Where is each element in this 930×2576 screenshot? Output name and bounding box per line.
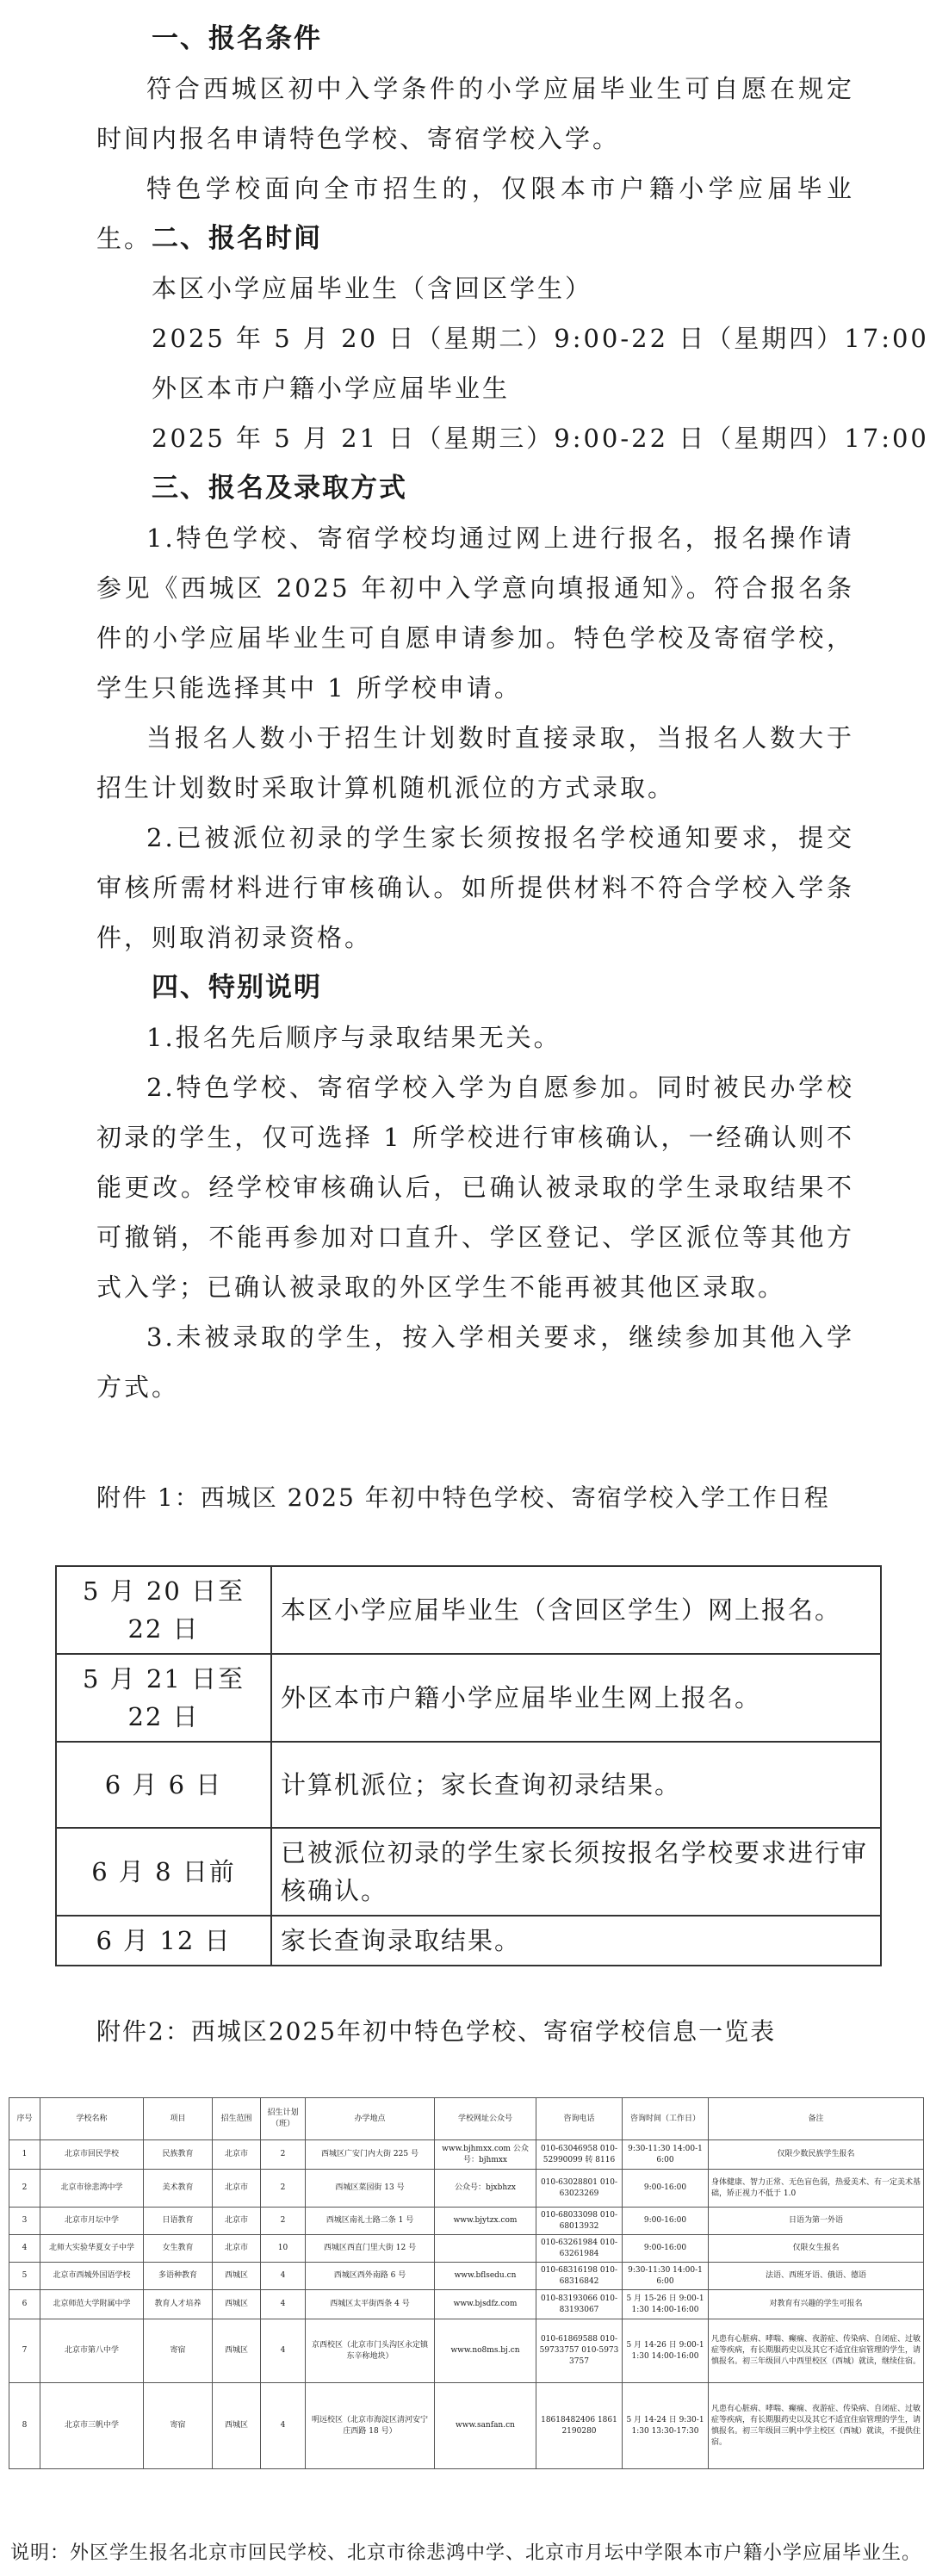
schedule-date: 6 月 6 日 bbox=[56, 1742, 271, 1828]
schedule-row bbox=[56, 1742, 881, 1828]
table-cell: 西城区 bbox=[213, 2319, 261, 2383]
table-cell: 北京市 bbox=[213, 2170, 261, 2208]
table-cell: 西城区菜园街 13 号 bbox=[306, 2170, 435, 2208]
table-cell: 西城区 bbox=[213, 2263, 261, 2290]
table-cell: 北京市西城外国语学校 bbox=[40, 2263, 144, 2290]
table-cell: 西城区太平街西条 4 号 bbox=[306, 2290, 435, 2319]
table-cell: 日语为第一外语 bbox=[709, 2208, 924, 2235]
table-cell: 女生教育 bbox=[144, 2235, 213, 2263]
table-cell: 2 bbox=[261, 2170, 306, 2208]
school-row bbox=[9, 2208, 924, 2235]
paragraph: 当报名人数小于招生计划数时直接录取，当报名人数大于招生计划数时采取计算机随机派位的方式录取。 bbox=[96, 723, 854, 802]
table-cell: 北师大实验华夏女子中学 bbox=[40, 2235, 144, 2263]
table-cell: 仅限女生报名 bbox=[709, 2235, 924, 2263]
table-cell: 法语、西班牙语、俄语、德语 bbox=[709, 2263, 924, 2290]
schedule-table bbox=[55, 1565, 882, 1966]
table-cell: 北京市三帆中学 bbox=[40, 2383, 144, 2469]
table-cell: 京西校区（北京市门头沟区永定镇东辛称地块） bbox=[306, 2319, 435, 2383]
column-header: 学校网址公众号 bbox=[435, 2098, 536, 2140]
table-cell: 西城区南礼士路二条 1 号 bbox=[306, 2208, 435, 2235]
column-header: 咨询时间（工作日） bbox=[623, 2098, 709, 2140]
heading-registration-time: 二、报名时间 bbox=[152, 223, 322, 254]
table-cell: 4 bbox=[261, 2290, 306, 2319]
schedule-content: 本区小学应届毕业生（含回区学生）网上报名。 bbox=[271, 1566, 881, 1654]
table-cell: 010-63261984 010-63261984 bbox=[536, 2235, 623, 2263]
column-header: 序号 bbox=[9, 2098, 40, 2140]
school-row bbox=[9, 2235, 924, 2263]
column-header: 招生计划（班） bbox=[261, 2098, 306, 2140]
schedule-content: 家长查询录取结果。 bbox=[271, 1916, 881, 1966]
table-cell: 5 bbox=[9, 2263, 40, 2290]
table-cell: 凡患有心脏病、哮喘、癫痫、夜游症、传染病、自闭症、过敏症等疾病，有长期服药史以及其它不适宜住宿管理的学生，请慎报名。初三年级回八中西里校区（西城）就读，继续住宿。 bbox=[709, 2319, 924, 2383]
time-line: 外区本市户籍小学应届毕业生 bbox=[152, 374, 511, 403]
table-cell: 5 月 15-26 日 9:00-11:30 14:00-16:00 bbox=[623, 2290, 709, 2319]
table-cell: 多语种教育 bbox=[144, 2263, 213, 2290]
table-cell: 北京市 bbox=[213, 2235, 261, 2263]
column-header: 办学地点 bbox=[306, 2098, 435, 2140]
table-cell: 西城区西直门里大街 12 号 bbox=[306, 2235, 435, 2263]
paragraph: 特色学校面向全市招生的，仅限本市户籍小学应届毕业生。 bbox=[96, 174, 854, 253]
table-cell: 北京市 bbox=[213, 2208, 261, 2235]
table-cell: 010-63046958 010-52990099 转 8116 bbox=[536, 2140, 623, 2170]
table-cell: www.bjytzx.com bbox=[435, 2208, 536, 2235]
table-cell: 2 bbox=[261, 2208, 306, 2235]
table-cell: 6 bbox=[9, 2290, 40, 2319]
column-header: 项目 bbox=[144, 2098, 213, 2140]
table-cell: 美术教育 bbox=[144, 2170, 213, 2208]
table-cell: 民族教育 bbox=[144, 2140, 213, 2170]
school-row bbox=[9, 2263, 924, 2290]
table-cell: 8 bbox=[9, 2383, 40, 2469]
paragraph: 2.已被派位初录的学生家长须按报名学校通知要求，提交审核所需材料进行审核确认。如所提供材料不符合学校入学条件，则取消初录资格。 bbox=[96, 823, 854, 952]
time-line: 本区小学应届毕业生（含回区学生） bbox=[152, 274, 593, 303]
table-cell: 10 bbox=[261, 2235, 306, 2263]
school-row bbox=[9, 2383, 924, 2469]
table-cell: 2 bbox=[9, 2170, 40, 2208]
table-cell: 日语教育 bbox=[144, 2208, 213, 2235]
schedule-row bbox=[56, 1828, 881, 1916]
schedule-date: 5 月 20 日至 22 日 bbox=[56, 1566, 271, 1654]
table-cell: 010-61869588 010-59733757 010-59733757 bbox=[536, 2319, 623, 2383]
column-header: 备注 bbox=[709, 2098, 924, 2140]
schedule-content: 外区本市户籍小学应届毕业生网上报名。 bbox=[271, 1654, 881, 1742]
table-cell: 北京市徐悲鸿中学 bbox=[40, 2170, 144, 2208]
table-cell: 5 月 14-24 日 9:30-11:30 13:30-17:30 bbox=[623, 2383, 709, 2469]
table-cell: 2 bbox=[261, 2140, 306, 2170]
table-cell: 北京市第八中学 bbox=[40, 2319, 144, 2383]
table-cell: 公众号：bjxbhzx bbox=[435, 2170, 536, 2208]
table-cell: www.bjhmxx.com 公众号：bjhmxx bbox=[435, 2140, 536, 2170]
table-cell: 对教育有兴趣的学生可报名 bbox=[709, 2290, 924, 2319]
table-cell: 9:00-16:00 bbox=[623, 2208, 709, 2235]
table-cell: www.bjsdfz.com bbox=[435, 2290, 536, 2319]
table-cell: 1 bbox=[9, 2140, 40, 2170]
school-info-table bbox=[9, 2097, 924, 2469]
school-row bbox=[9, 2170, 924, 2208]
table-cell: 18618482406 18612190280 bbox=[536, 2383, 623, 2469]
paragraph: 1.特色学校、寄宿学校均通过网上进行报名，报名操作请参见《西城区 2025 年初中入学意向填报通知》。符合报名条件的小学应届毕业生可自愿申请参加。特色学校及寄宿学校，学生只能选择其中 1 所学校申请。 bbox=[96, 523, 854, 703]
table-cell: 北京市回民学校 bbox=[40, 2140, 144, 2170]
table-cell: 明远校区（北京市海淀区清河安宁庄西路 18 号） bbox=[306, 2383, 435, 2469]
schedule-date: 5 月 21 日至 22 日 bbox=[56, 1654, 271, 1742]
table-cell: 7 bbox=[9, 2319, 40, 2383]
table-cell: 4 bbox=[9, 2235, 40, 2263]
table-cell: 4 bbox=[261, 2263, 306, 2290]
table-cell bbox=[435, 2235, 536, 2263]
heading-registration-conditions: 一、报名条件 bbox=[152, 23, 322, 54]
school-row bbox=[9, 2140, 924, 2170]
table-cell: 寄宿 bbox=[144, 2319, 213, 2383]
schedule-content: 计算机派位；家长查询初录结果。 bbox=[271, 1742, 881, 1828]
column-header: 招生范围 bbox=[213, 2098, 261, 2140]
table-cell: 西城区西外南路 6 号 bbox=[306, 2263, 435, 2290]
schedule-row bbox=[56, 1654, 881, 1742]
footnote: 说明：外区学生报名北京市回民学校、北京市徐悲鸿中学、北京市月坛中学限本市户籍小学应届毕业生。 bbox=[10, 2542, 922, 2564]
table-cell: 身体健康、智力正常、无色盲色弱，热爱美术、有一定美术基础，矫正视力不低于 1.0 bbox=[709, 2170, 924, 2208]
table-cell: 9:30-11:30 14:00-16:00 bbox=[623, 2140, 709, 2170]
paragraph: 2.特色学校、寄宿学校入学为自愿参加。同时被民办学校初录的学生，仅可选择 1 所学校进行审核确认，一经确认则不能更改。经学校审核确认后，已确认被录取的学生录取结果不可撤销，不能再参加对口直升、学区登记、学区派位等其他方式入学；已确认被录取的外区学生不能再被其他区录取。 bbox=[96, 1073, 854, 1302]
table-cell: 4 bbox=[261, 2319, 306, 2383]
school-row bbox=[9, 2290, 924, 2319]
table-cell: 5 月 14-26 日 9:00-11:30 14:00-16:00 bbox=[623, 2319, 709, 2383]
schedule-row bbox=[56, 1916, 881, 1966]
table-cell: 西城区 bbox=[213, 2383, 261, 2469]
table-cell: 寄宿 bbox=[144, 2383, 213, 2469]
schedule-date: 6 月 8 日前 bbox=[56, 1828, 271, 1916]
table-cell: 北京师范大学附属中学 bbox=[40, 2290, 144, 2319]
attachment2-title: 附件2：西城区2025年初中特色学校、寄宿学校信息一览表 bbox=[96, 2017, 777, 2046]
time-line: 2025 年 5 月 20 日（星期二）9:00-22 日（星期四）17:00 bbox=[152, 324, 929, 353]
table-cell: 西城区广安门内大街 225 号 bbox=[306, 2140, 435, 2170]
schedule-content: 已被派位初录的学生家长须按报名学校要求进行审核确认。 bbox=[271, 1828, 881, 1916]
heading-special-notes: 四、特别说明 bbox=[152, 972, 322, 1003]
attachment1-title: 附件 1：西城区 2025 年初中特色学校、寄宿学校入学工作日程 bbox=[96, 1483, 830, 1512]
table-cell: 9:30-11:30 14:00-16:00 bbox=[623, 2263, 709, 2290]
schedule-row bbox=[56, 1566, 881, 1654]
table-cell: 010-68033098 010-68013932 bbox=[536, 2208, 623, 2235]
column-header: 咨询电话 bbox=[536, 2098, 623, 2140]
table-cell: 北京市月坛中学 bbox=[40, 2208, 144, 2235]
table-cell: 9:00-16:00 bbox=[623, 2235, 709, 2263]
table-cell: 9:00-16:00 bbox=[623, 2170, 709, 2208]
paragraph: 1.报名先后顺序与录取结果无关。 bbox=[146, 1023, 561, 1052]
table-cell: 4 bbox=[261, 2383, 306, 2469]
heading-admission-method: 三、报名及录取方式 bbox=[152, 473, 407, 504]
school-row bbox=[9, 2319, 924, 2383]
table-cell: 010-83193066 010-83193067 bbox=[536, 2290, 623, 2319]
table-cell: 仅限少数民族学生报名 bbox=[709, 2140, 924, 2170]
section-admission-method bbox=[96, 463, 854, 963]
table-cell: 010-68316198 010-68316842 bbox=[536, 2263, 623, 2290]
time-line: 2025 年 5 月 21 日（星期三）9:00-22 日（星期四）17:00 bbox=[152, 424, 929, 453]
section-special-notes bbox=[96, 963, 854, 1412]
paragraph: 3.未被录取的学生，按入学相关要求，继续参加其他入学方式。 bbox=[96, 1322, 854, 1402]
column-header: 学校名称 bbox=[40, 2098, 144, 2140]
table-cell: 凡患有心脏病、哮喘、癫痫、夜游症、传染病、自闭症、过敏症等疾病，有长期服药史以及其它不适宜住宿管理的学生，请慎报名。初三年级回三帆中学主校区（西城）就读，不提供住宿。 bbox=[709, 2383, 924, 2469]
table-cell: www.sanfan.cn bbox=[435, 2383, 536, 2469]
table-cell: 北京市 bbox=[213, 2140, 261, 2170]
table-cell: 西城区 bbox=[213, 2290, 261, 2319]
section-registration-time bbox=[96, 214, 929, 463]
table-cell: 教育人才培养 bbox=[144, 2290, 213, 2319]
table-cell: 010-63028801 010-63023269 bbox=[536, 2170, 623, 2208]
paragraph: 符合西城区初中入学条件的小学应届毕业生可自愿在规定时间内报名申请特色学校、寄宿学校入学。 bbox=[96, 74, 854, 153]
table-cell: 3 bbox=[9, 2208, 40, 2235]
schedule-date: 6 月 12 日 bbox=[56, 1916, 271, 1966]
table-cell: www.no8ms.bj.cn bbox=[435, 2319, 536, 2383]
table-cell: www.bflsedu.cn bbox=[435, 2263, 536, 2290]
